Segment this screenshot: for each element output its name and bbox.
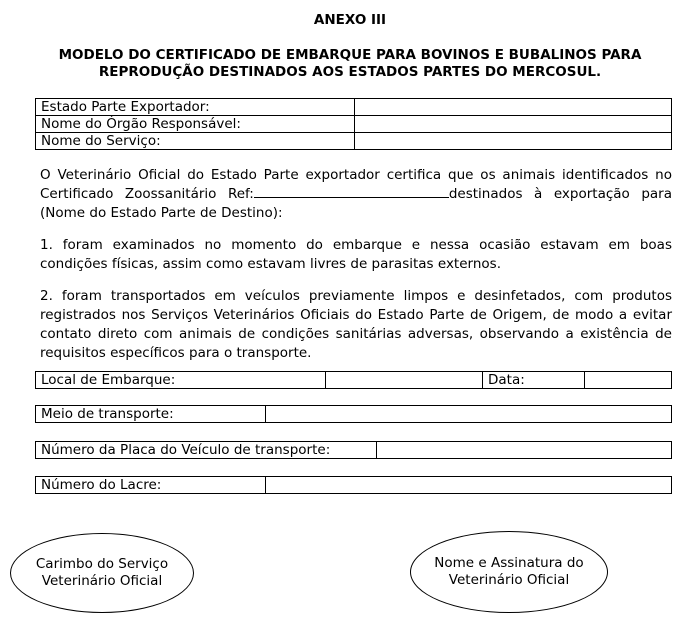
- nome-servico-label: Nome do Serviço:: [36, 133, 355, 150]
- data-label: Data:: [483, 372, 585, 389]
- estado-parte-value-field[interactable]: [355, 99, 672, 116]
- table-row: [36, 406, 672, 423]
- intro-text-a: O Veterinário Oficial do Estado Parte exportador certifica que os animais identificados no Certificado Zoossanitário Ref:: [40, 167, 672, 202]
- condition-paragraph-1: 1. foram examinados no momento do embarque e nessa ocasião estavam em boas condições físicas, assim como estavam livres de parasitas externos.: [40, 237, 672, 272]
- signature-label: Nome e Assinatura do Veterinário Oficial: [434, 555, 584, 588]
- embarque-table: [35, 371, 672, 389]
- condition-paragraph-2: 2. foram transportados em veículos previamente limpos e desinfetados, com produtos registrados nos Serviços Veterinários Oficiais do Estado Parte de Origem, de modo a evitar contato direto com animais de condições sanitárias adversas, observando a existência de requisitos específicos para o transporte.: [40, 288, 672, 361]
- table-row: [36, 477, 672, 494]
- placa-veiculo-field[interactable]: [377, 442, 672, 459]
- certificate-ref-blank[interactable]: [254, 185, 449, 198]
- certification-intro: [40, 166, 672, 223]
- orgao-responsavel-value-field[interactable]: [355, 116, 672, 133]
- signature-oval: [410, 531, 608, 613]
- lacre-label: Número do Lacre:: [36, 477, 266, 494]
- local-embarque-label: Local de Embarque:: [36, 372, 326, 389]
- table-row: [36, 99, 672, 116]
- lacre-table: [35, 476, 672, 494]
- transporte-table: [35, 405, 672, 423]
- orgao-responsavel-label: Nome do Órgão Responsável:: [36, 116, 355, 133]
- meio-transporte-field[interactable]: [266, 406, 672, 423]
- table-row: [36, 116, 672, 133]
- table-row: [36, 442, 672, 459]
- table-row: [36, 133, 672, 150]
- placa-table: [35, 441, 672, 459]
- nome-servico-value-field[interactable]: [355, 133, 672, 150]
- intro-text-b: destinados à exportação para (Nome do Estado Parte de Destino):: [40, 186, 672, 221]
- data-field[interactable]: [585, 372, 672, 389]
- estado-parte-label: Estado Parte Exportador:: [36, 99, 355, 116]
- certificate-title: MODELO DO CERTIFICADO DE EMBARQUE PARA BOVINOS E BUBALINOS PARA REPRODUÇÃO DESTINADOS AOS ESTADOS PARTES DO MERCOSUL.: [58, 47, 642, 80]
- carimbo-label: Carimbo do Serviço Veterinário Oficial: [35, 556, 169, 589]
- carimbo-stamp-oval: [10, 533, 194, 613]
- local-embarque-field[interactable]: [326, 372, 483, 389]
- exporter-info-table: [35, 98, 672, 150]
- placa-veiculo-label: Número da Placa do Veículo de transporte:: [36, 442, 377, 459]
- meio-transporte-label: Meio de transporte:: [36, 406, 266, 423]
- table-row: [36, 372, 672, 389]
- lacre-field[interactable]: [266, 477, 672, 494]
- annex-title: ANEXO III: [313, 12, 387, 28]
